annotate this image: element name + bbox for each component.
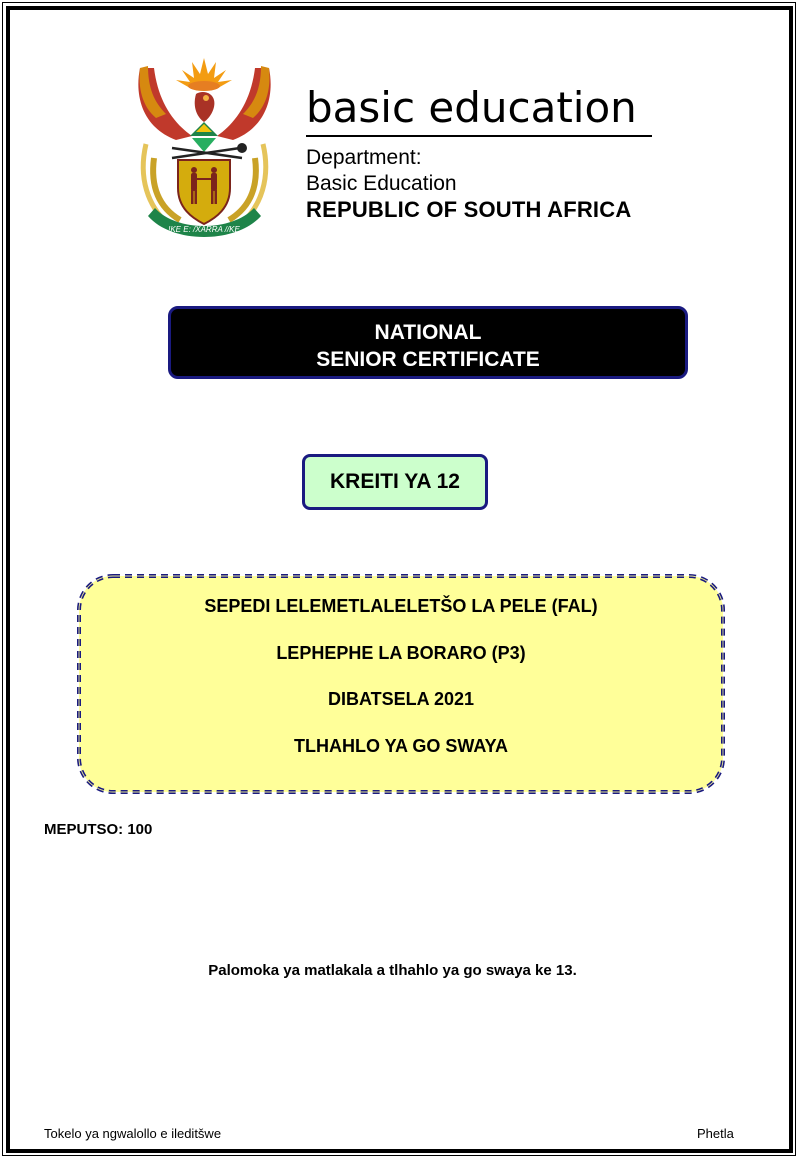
subject-text: [79, 576, 723, 792]
total-marks: MEPUTSO: 100: [44, 821, 153, 838]
exam-session: DIBATSELA 2021: [327, 689, 475, 709]
country-name: REPUBLIC OF SOUTH AFRICA: [306, 197, 632, 222]
department-block: [306, 145, 631, 223]
south-africa-coat-of-arms-icon: [132, 48, 277, 243]
certificate-line-2: SENIOR CERTIFICATE: [316, 348, 540, 371]
certificate-banner: [168, 306, 688, 379]
sun-icon: [176, 58, 232, 91]
copyright-notice: Tokelo ya ngwalollo e ileditšwe: [44, 1126, 222, 1141]
department-label: Department:: [306, 146, 422, 169]
brand-divider: [306, 135, 652, 137]
subject-title: SEPEDI LELEMETLALELETŠO LA PELE (FAL): [204, 596, 598, 616]
certificate-line-1: NATIONAL: [374, 321, 482, 344]
document-type: TLHAHLO YA GO SWAYA: [293, 736, 509, 756]
grade-badge: KREITI YA 12: [302, 454, 488, 510]
page-count-note: Palomoka ya matlakala a tlhahlo ya go swaya ke 13.: [208, 962, 577, 979]
brand-block: [306, 82, 637, 134]
turn-over-label: Phetla: [697, 1126, 734, 1141]
paper-number: LEPHEPHE LA BORARO (P3): [276, 643, 526, 663]
brand-title: basic education: [306, 83, 637, 132]
motto-text: !KE E: /XARRA //KE: [168, 225, 240, 234]
department-name: Basic Education: [306, 172, 457, 195]
